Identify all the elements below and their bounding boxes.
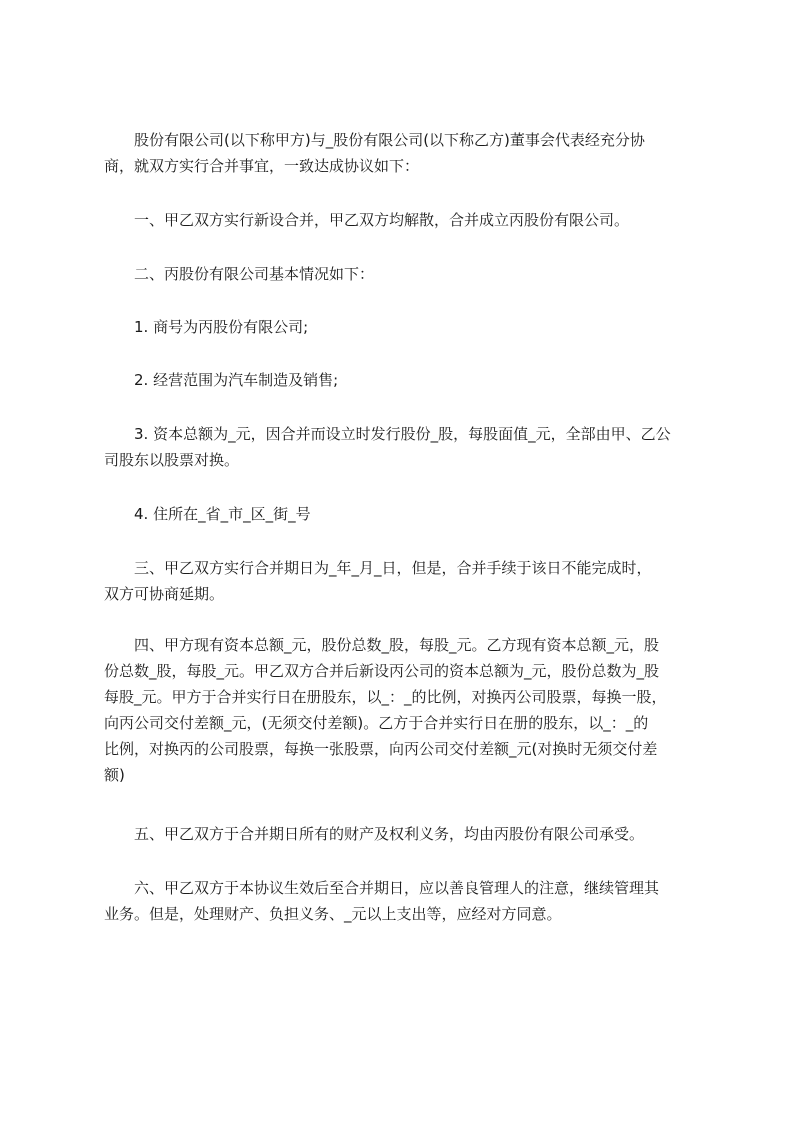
- paragraph-article-3: [104, 555, 700, 607]
- text-line: 双方可协商延期。: [104, 585, 225, 603]
- paragraph-item-3: [104, 421, 700, 473]
- text-line: 1. 商号为丙股份有限公司;: [104, 318, 309, 336]
- text-line: 股份有限公司(以下称甲方)与_股份有限公司(以下称乙方)董事会代表经充分协: [104, 131, 645, 149]
- paragraph-article-2: [104, 261, 700, 287]
- text-line: 2. 经营范围为汽车制造及销售;: [104, 371, 339, 389]
- text-line: 比例，对换丙的公司股票，每换一张股票，向丙公司交付差额_元(对换时无须交付差: [104, 740, 658, 758]
- text-line: 商，就双方实行合并事宜，一致达成协议如下：: [104, 157, 420, 175]
- text-line: 3. 资本总额为_元，因合并而设立时发行股份_股，每股面值_元，全部由甲、乙公: [104, 425, 671, 443]
- text-line: 二、丙股份有限公司基本情况如下：: [104, 265, 375, 283]
- paragraph-article-6: [104, 875, 700, 927]
- text-line: 四、甲方现有资本总额_元，股份总数_股，每股_元。乙方现有资本总额_元，股: [104, 636, 660, 654]
- paragraph-article-1: [104, 207, 700, 233]
- text-line: 六、甲乙双方于本协议生效后至合并期日，应以善良管理人的注意，继续管理其: [104, 879, 660, 897]
- text-line: 4. 住所在_省_市_区_街_号: [104, 505, 311, 523]
- paragraph-item-2: [104, 367, 700, 393]
- paragraph-article-4: [104, 632, 700, 788]
- text-line: 司股东以股票对换。: [104, 451, 240, 469]
- paragraph-article-5: [104, 821, 700, 847]
- text-line: 向丙公司交付差额_元，(无须交付差额)。乙方于合并实行日在册的股东，以_：_的: [104, 714, 649, 732]
- text-line: 每股_元。甲方于合并实行日在册股东，以_：_的比例，对换丙公司股票，每换一股，: [104, 688, 667, 706]
- paragraph-intro: [104, 127, 700, 179]
- text-line: 五、甲乙双方于合并期日所有的财产及权利义务，均由丙股份有限公司承受。: [104, 825, 645, 843]
- paragraph-item-1: [104, 314, 700, 340]
- text-line: 额): [104, 766, 125, 784]
- text-line: 业务。但是，处理财产、负担义务、_元以上支出等，应经对方同意。: [104, 905, 562, 923]
- text-line: 份总数_股，每股_元。甲乙双方合并后新设丙公司的资本总额为_元，股份总数为_股: [104, 662, 660, 680]
- paragraph-item-4: [104, 501, 700, 527]
- text-line: 三、甲乙双方实行合并期日为_年_月_日，但是，合并手续于该日不能完成时，: [104, 559, 652, 577]
- text-line: 一、甲乙双方实行新设合并，甲乙双方均解散，合并成立丙股份有限公司。: [104, 211, 630, 229]
